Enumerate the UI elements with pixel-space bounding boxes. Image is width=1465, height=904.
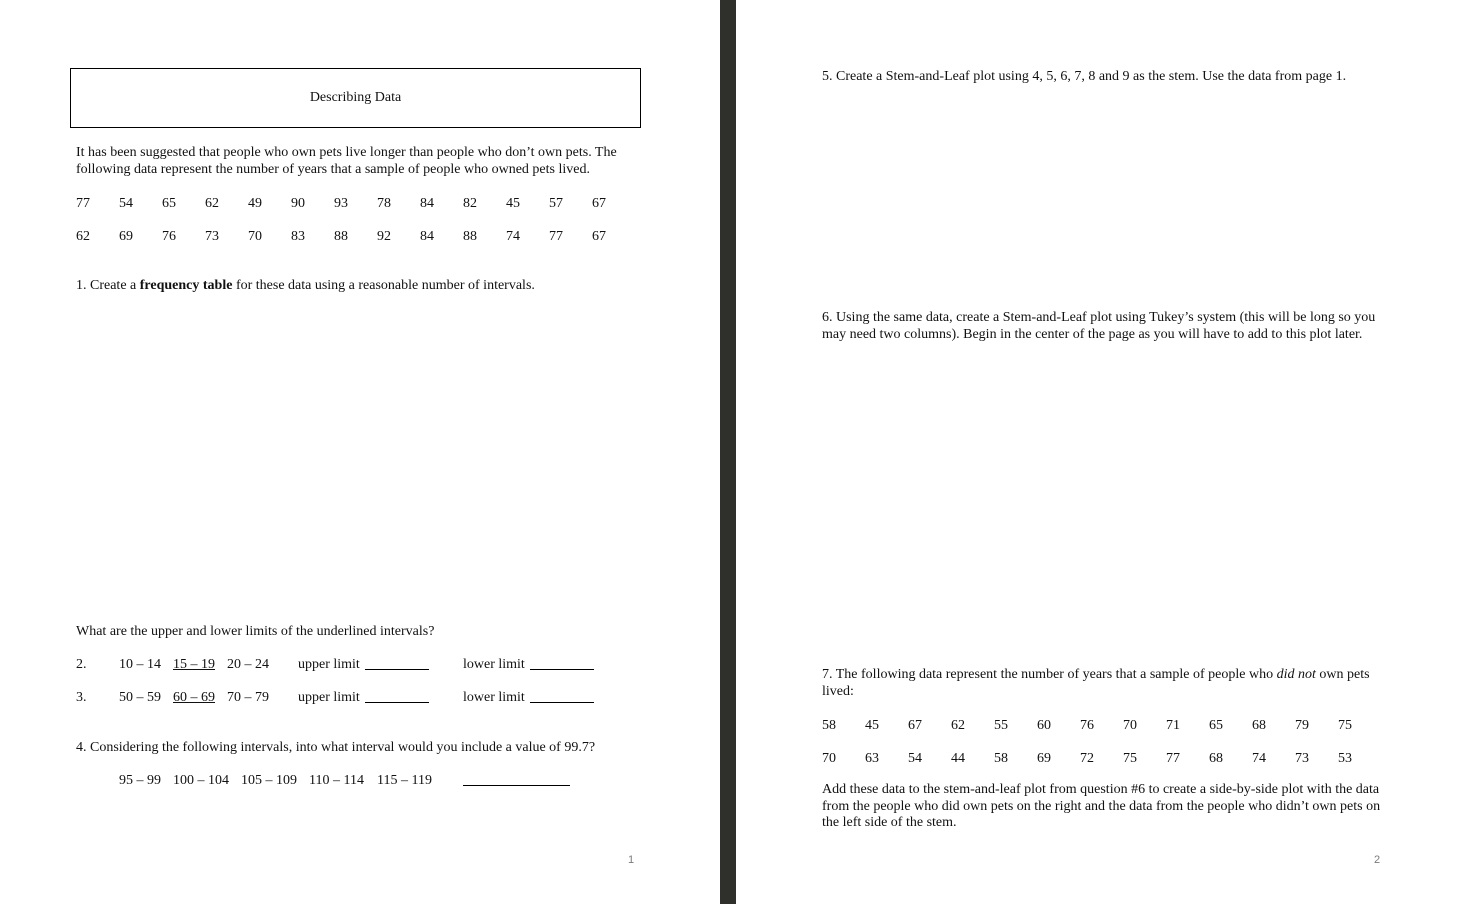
data-value: 90 [291,196,305,211]
page-2 [736,0,1465,904]
q3-upper-blank[interactable] [365,702,429,703]
q2-number: 2. [76,657,87,672]
page-1 [0,0,720,904]
data-value: 54 [119,196,133,211]
data-value: 63 [865,751,879,766]
page-divider [720,0,736,904]
q2-interval-1: 10 – 14 [119,657,161,672]
q4-interval: 100 – 104 [173,773,229,788]
data-value: 92 [377,229,391,244]
no-pets-data-row-1 [822,717,1382,734]
data-value: 67 [592,229,606,244]
q3-lower-blank[interactable] [530,702,594,703]
data-value: 82 [463,196,477,211]
data-value: 75 [1123,751,1137,766]
data-value: 77 [1166,751,1180,766]
intro-paragraph: It has been suggested that people who own pets live longer than people who don’t own pets. The following data represent the number of years that a sample of people who owned pets lived. [76,145,617,177]
pets-data-row-1 [76,195,636,212]
add-data-note: Add these data to the stem-and-leaf plot from question #6 to create a side-by-side plot with the data from the people who did own pets on the right and the data from the people who didn’t own pets on the left side of the stem. [822,782,1381,830]
data-value: 57 [549,196,563,211]
q3-interval-3: 70 – 79 [227,690,269,705]
data-value: 54 [908,751,922,766]
data-value: 67 [592,196,606,211]
q2-lower-blank[interactable] [530,669,594,670]
data-value: 76 [162,229,176,244]
data-value: 69 [1037,751,1051,766]
q4-interval: 95 – 99 [119,773,161,788]
data-value: 60 [1037,718,1051,733]
data-value: 65 [1209,718,1223,733]
data-value: 73 [205,229,219,244]
q4-intervals [76,772,636,789]
data-value: 84 [420,229,434,244]
data-value: 62 [205,196,219,211]
data-value: 49 [248,196,262,211]
data-value: 68 [1252,718,1266,733]
data-value: 79 [1295,718,1309,733]
q2-interval-underlined: 15 – 19 [173,657,215,672]
data-value: 58 [994,751,1008,766]
q7-italic: did not [1276,667,1316,682]
data-value: 83 [291,229,305,244]
data-value: 55 [994,718,1008,733]
pets-data-row-2 [76,228,636,245]
data-value: 84 [420,196,434,211]
question-7 [822,667,1382,700]
q7-suffix: own pets lived: [822,667,1370,699]
page-number: 1 [628,854,635,866]
question-1 [76,277,535,294]
q4-interval: 115 – 119 [377,773,432,788]
q2-upper-label: upper limit [298,657,360,672]
data-value: 45 [865,718,879,733]
data-value: 78 [377,196,391,211]
data-value: 88 [334,229,348,244]
q7-prefix: 7. The following data represent the number of years that a sample of people who [822,667,1277,682]
question-2 [76,656,636,673]
data-value: 75 [1338,718,1352,733]
q1-prefix: 1. Create a [76,278,140,293]
title-box [70,68,641,128]
question-5: 5. Create a Stem-and-Leaf plot using 4, 5, 6, 7, 8 and 9 as the stem. Use the data from page 1. [822,69,1347,84]
data-value: 93 [334,196,348,211]
limits-question: What are the upper and lower limits of the underlined intervals? [76,624,435,639]
data-value: 70 [1123,718,1137,733]
page-number: 2 [1374,854,1381,866]
data-value: 62 [951,718,965,733]
q2-upper-blank[interactable] [365,669,429,670]
q4-interval: 110 – 114 [309,773,364,788]
q3-upper-label: upper limit [298,690,360,705]
data-value: 77 [76,196,90,211]
q4-answer-blank[interactable] [463,785,570,786]
question-6: 6. Using the same data, create a Stem-and-Leaf plot using Tukey’s system (this will be long so you may need two columns). Begin in the center of the page as you will have to add to this plot later. [822,310,1376,342]
data-value: 72 [1080,751,1094,766]
data-value: 65 [162,196,176,211]
q3-interval-underlined: 60 – 69 [173,690,215,705]
q3-lower-label: lower limit [463,690,525,705]
data-value: 68 [1209,751,1223,766]
data-value: 70 [248,229,262,244]
data-value: 71 [1166,718,1180,733]
data-value: 76 [1080,718,1094,733]
q2-interval-3: 20 – 24 [227,657,269,672]
question-4: 4. Considering the following intervals, into what interval would you include a value of 99.7? [76,740,596,755]
page-title: Describing Data [309,90,402,105]
data-value: 74 [506,229,520,244]
q3-interval-1: 50 – 59 [119,690,161,705]
data-value: 53 [1338,751,1352,766]
q2-lower-label: lower limit [463,657,525,672]
data-value: 44 [951,751,965,766]
data-value: 69 [119,229,133,244]
data-value: 58 [822,718,836,733]
q1-bold-term: frequency table [139,278,233,293]
data-value: 74 [1252,751,1266,766]
data-value: 45 [506,196,520,211]
data-value: 88 [463,229,477,244]
data-value: 77 [549,229,563,244]
data-value: 62 [76,229,90,244]
q4-interval: 105 – 109 [241,773,297,788]
no-pets-data-row-2 [822,750,1382,767]
data-value: 67 [908,718,922,733]
data-value: 70 [822,751,836,766]
data-value: 73 [1295,751,1309,766]
question-3 [76,689,636,706]
q3-number: 3. [76,690,87,705]
q1-suffix: for these data using a reasonable number of intervals. [232,278,535,293]
